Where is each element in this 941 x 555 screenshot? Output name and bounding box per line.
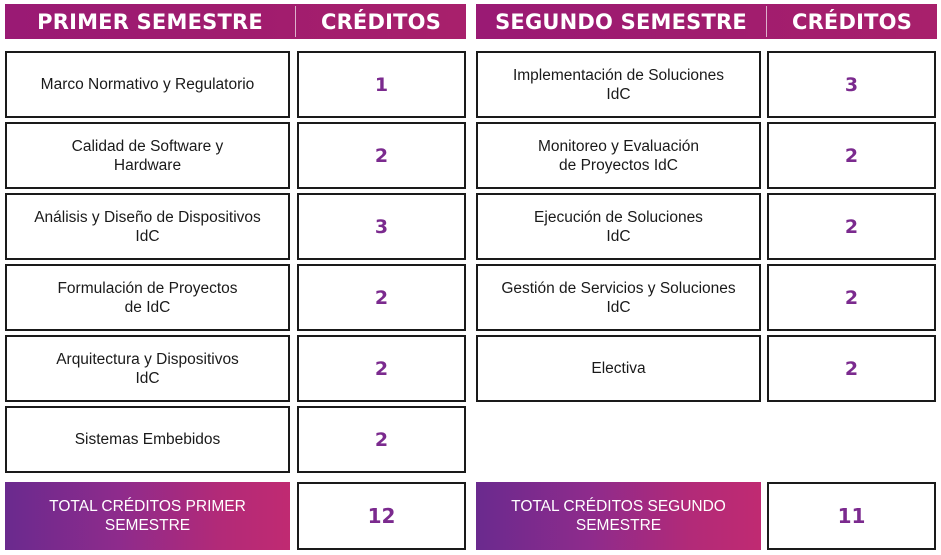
first-semester-total-cell — [297, 482, 466, 550]
course-cell — [5, 51, 290, 118]
course-name: Calidad de Software y Hardware — [71, 137, 224, 174]
course-name: Implementación de Soluciones IdC — [512, 66, 725, 103]
course-name: Sistemas Embebidos — [74, 431, 221, 448]
second-semester-total-cell — [767, 482, 936, 550]
first-semester-header-bar — [5, 4, 466, 39]
course-name: Ejecución de Soluciones IdC — [534, 208, 703, 245]
credit-cell — [297, 406, 466, 473]
course-cell — [5, 406, 290, 473]
second-semester-credits-title: CRÉDITOS — [791, 9, 913, 34]
course-name: Marco Normativo y Regulatorio — [40, 76, 255, 93]
credit-cell — [767, 51, 936, 118]
course-credits: 2 — [374, 428, 389, 451]
credit-cell — [297, 335, 466, 402]
credit-cell — [297, 122, 466, 189]
course-name: Electiva — [591, 360, 646, 377]
course-cell — [476, 264, 761, 331]
second-semester-title: SEGUNDO SEMESTRE — [495, 9, 747, 34]
course-cell — [5, 193, 290, 260]
course-credits: 3 — [844, 73, 859, 96]
credit-cell — [767, 335, 936, 402]
credit-cell — [297, 51, 466, 118]
credit-cell — [767, 122, 936, 189]
course-cell — [476, 122, 761, 189]
first-semester-total-value: 12 — [367, 504, 396, 528]
credit-cell — [767, 264, 936, 331]
credit-cell — [297, 193, 466, 260]
course-cell — [476, 335, 761, 402]
course-credits: 2 — [374, 357, 389, 380]
course-cell — [476, 193, 761, 260]
course-credits: 2 — [844, 286, 859, 309]
second-semester-header-bar — [476, 4, 937, 39]
course-credits: 2 — [374, 144, 389, 167]
second-semester-total-value: 11 — [837, 504, 866, 528]
course-name: Arquitectura y Dispositivos IdC — [56, 350, 239, 387]
course-cell — [5, 122, 290, 189]
course-credits: 2 — [844, 144, 859, 167]
course-cell — [5, 335, 290, 402]
course-name: Monitoreo y Evaluación de Proyectos IdC — [537, 137, 700, 174]
course-cell — [5, 264, 290, 331]
course-name: Formulación de Proyectos de IdC — [57, 279, 238, 316]
course-name: Gestión de Servicios y Soluciones IdC — [501, 279, 736, 316]
course-name: Análisis y Diseño de Dispositivos IdC — [34, 208, 261, 245]
course-credits: 2 — [844, 215, 859, 238]
second-semester-total-label: TOTAL CRÉDITOS SEGUNDO SEMESTRE — [476, 482, 761, 550]
first-semester-credits-title: CRÉDITOS — [320, 9, 442, 34]
credit-cell — [297, 264, 466, 331]
course-credits: 3 — [374, 215, 389, 238]
first-semester-total-label: TOTAL CRÉDITOS PRIMER SEMESTRE — [5, 482, 290, 550]
credit-cell — [767, 193, 936, 260]
course-credits: 2 — [374, 286, 389, 309]
course-credits: 2 — [844, 357, 859, 380]
course-credits: 1 — [374, 73, 389, 96]
course-cell — [476, 51, 761, 118]
first-semester-title: PRIMER SEMESTRE — [37, 9, 263, 34]
